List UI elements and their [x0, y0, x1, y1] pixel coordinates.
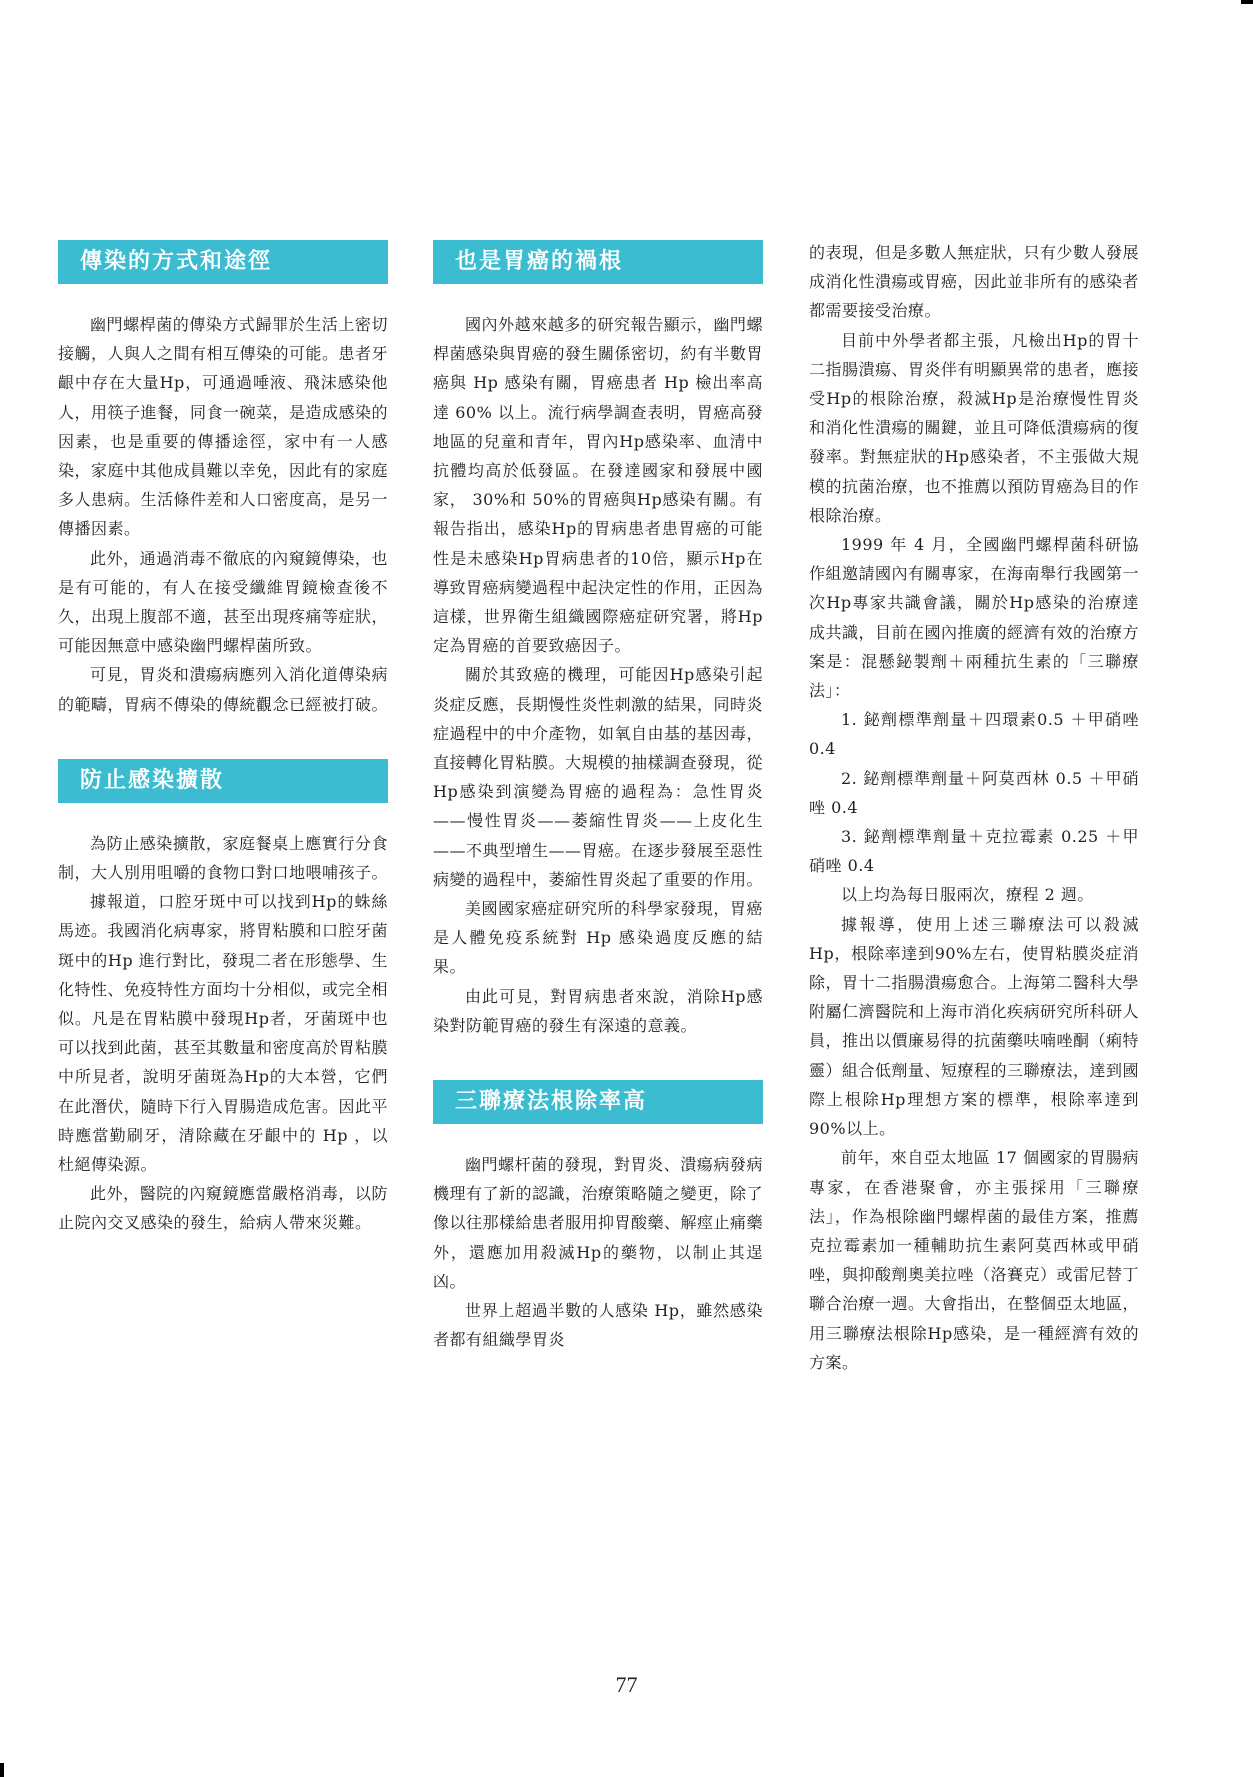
paragraph: 幽門螺杆菌的發現，對胃炎、潰瘍病發病機理有了新的認識，治療策略隨之變更，除了像以往那樣給患者服用抑胃酸藥、解痙止痛藥外，還應加用殺滅Hp的藥物，以制止其逞凶。: [433, 1155, 764, 1291]
paragraph: 前年，來自亞太地區 17 個國家的胃腸病專家，在香港聚會，亦主張採用「三聯療法」，作為根除幽門螺桿菌的最佳方案，推薦克拉霉素加一種輔助抗生素阿莫西林或甲硝唑，與抑酸劑奧美拉唑（洛賽克）或雷尼替丁聯合治療一週。大會指出，在整個亞太地區，用三聯療法根除Hp感染，是一種經濟有效的方案。: [809, 1148, 1140, 1372]
paragraph: 1999 年 4 月，全國幽門螺桿菌科研協作組邀請國內有關專家，在海南舉行我國第一次Hp專家共識會議，關於Hp感染的治療達成共識，目前在國內推廣的經濟有效的治療方案是：混懸鉍製劑＋兩種抗生素的「三聯療法」：: [809, 535, 1140, 701]
paragraph: 美國國家癌症研究所的科學家發現，胃癌是人體免疫系統對 Hp 感染過度反應的結果。: [433, 899, 763, 977]
section-heading-gastric-cancer: 也是胃癌的禍根: [433, 240, 763, 284]
paragraph: 據報道，口腔牙斑中可以找到Hp的蛛絲馬迹。我國消化病專家，將胃粘膜和口腔牙菌斑中的Hp 進行對比，發現二者在形態學、生化特性、免疫特性方面均十分相似，或完全相似。凡是在胃粘膜中發現Hp者，牙菌斑中也可以找到此菌，甚至其數量和密度高於胃粘膜中所見者，說明牙菌斑為Hp的大本營，它們在此潛伏，隨時下行入胃腸造成危害。因此平時應當勤刷牙，清除藏在牙齦中的 Hp ，以杜絕傳染源。: [58, 892, 389, 1175]
paragraph-continued: 的表現，但是多數人無症狀，只有少數人發展成消化性潰瘍或胃癌，因此並非所有的感染者都需要接受治療。: [809, 243, 1140, 321]
page-number: 77: [615, 1672, 638, 1697]
paragraph: 國內外越來越多的研究報告顯示，幽門螺桿菌感染與胃癌的發生關係密切，約有半數胃癌與 Hp 感染有關，胃癌患者 Hp 檢出率高達 60% 以上。流行病學調查表明，胃癌高發地區的兒童和青年，胃內Hp感染率、血清中抗體均高於低發區。在發達國家和發展中國家， 30%和 50%的胃癌與Hp感染有關。有報告指出，感染Hp的胃病患者患胃癌的可能性是未感染Hp胃病患者的10倍，顯示Hp在導致胃癌病變過程中起決定性的作用，正因為這樣，世界衛生組織國際癌症研究署，將Hp定為胃癌的首要致癌因子。: [433, 315, 764, 656]
paragraph: 目前中外學者都主張，凡檢出Hp的胃十二指腸潰瘍、胃炎伴有明顯異常的患者，應接受Hp的根除治療，殺滅Hp是治療慢性胃炎和消化性潰瘍的關鍵，並且可降低潰瘍病的復發率。對無症狀的Hp感染者，不主張做大規模的抗菌治療，也不推薦以預防胃癌為目的作根除治療。: [809, 330, 1140, 525]
scan-corner-mark: [1241, 0, 1253, 4]
column-left: [58, 240, 388, 1238]
paragraph: 以上均為每日服兩次，療程 2 週。: [841, 885, 1094, 905]
regimen-item: 1. 鉍劑標準劑量＋四環素0.5 ＋甲硝唑 0.4: [809, 710, 1139, 759]
paragraph: 此外，醫院的內窺鏡應當嚴格消毒，以防止院內交叉感染的發生，給病人帶來災難。: [58, 1184, 388, 1233]
column-middle: [433, 240, 763, 1355]
regimen-item: 3. 鉍劑標準劑量＋克拉霉素 0.25 ＋甲硝唑 0.4: [809, 827, 1139, 876]
paragraph: 關於其致癌的機理，可能因Hp感染引起炎症反應，長期慢性炎性刺激的結果，同時炎症過程中的中介產物，如氧自由基的基因毒，直接轉化胃粘膜。大規模的抽樣調查發現，從Hp感染到演變為胃癌的過程為：急性胃炎——慢性胃炎——萎縮性胃炎——上皮化生——不典型增生——胃癌。在逐步發展至惡性病變的過程中，萎縮性胃炎起了重要的作用。: [433, 665, 764, 889]
section-heading-triple-therapy: 三聯療法根除率高: [433, 1080, 763, 1124]
regimen-item: 2. 鉍劑標準劑量＋阿莫西林 0.5 ＋甲硝唑 0.4: [809, 768, 1139, 817]
section-heading-prevention: 防止感染擴散: [58, 759, 388, 803]
paragraph: 據報導，使用上述三聯療法可以殺滅Hp，根除率達到90%左右，使胃粘膜炎症消除，胃十二指腸潰瘍愈合。上海第二醫科大學附屬仁濟醫院和上海市消化疾病研究所科研人員，推出以價廉易得的抗菌藥呋喃唑酮（痢特靈）組合低劑量、短療程的三聯療法，達到國際上根除Hp理想方案的標準，根除率達到 90%以上。: [809, 914, 1140, 1139]
paragraph: 由此可見，對胃病患者來說，消除Hp感染對防範胃癌的發生有深遠的意義。: [433, 986, 763, 1035]
scan-corner-mark: [0, 1763, 4, 1777]
section-heading-transmission: 傳染的方式和途徑: [58, 240, 388, 284]
paragraph: 世界上超過半數的人感染 Hp，雖然感染者都有組織學胃炎: [433, 1301, 763, 1350]
paragraph: 為防止感染擴散，家庭餐桌上應實行分食制，大人別用咀嚼的食物口對口地喂哺孩子。: [58, 833, 389, 883]
paragraph: 幽門螺桿菌的傳染方式歸罪於生活上密切接觸，人與人之間有相互傳染的可能。患者牙齦中存在大量Hp，可通過唾液、飛沫感染他人，用筷子進餐，同食一碗菜，是造成感染的因素，也是重要的傳播途徑，家中有一人感染，家庭中其他成員難以幸免，因此有的家庭多人患病。生活條件差和人口密度高，是另一傳播因素。: [58, 315, 389, 539]
column-right: [809, 238, 1139, 1377]
paragraph: 可見，胃炎和潰瘍病應列入消化道傳染病的範疇，胃病不傳染的傳統觀念已經被打破。: [58, 665, 389, 714]
paragraph: 此外，通過消毒不徹底的內窺鏡傳染，也是有可能的，有人在接受纖維胃鏡檢查後不久，出現上腹部不適，甚至出現疼痛等症狀，可能因無意中感染幽門螺桿菌所致。: [58, 548, 389, 656]
